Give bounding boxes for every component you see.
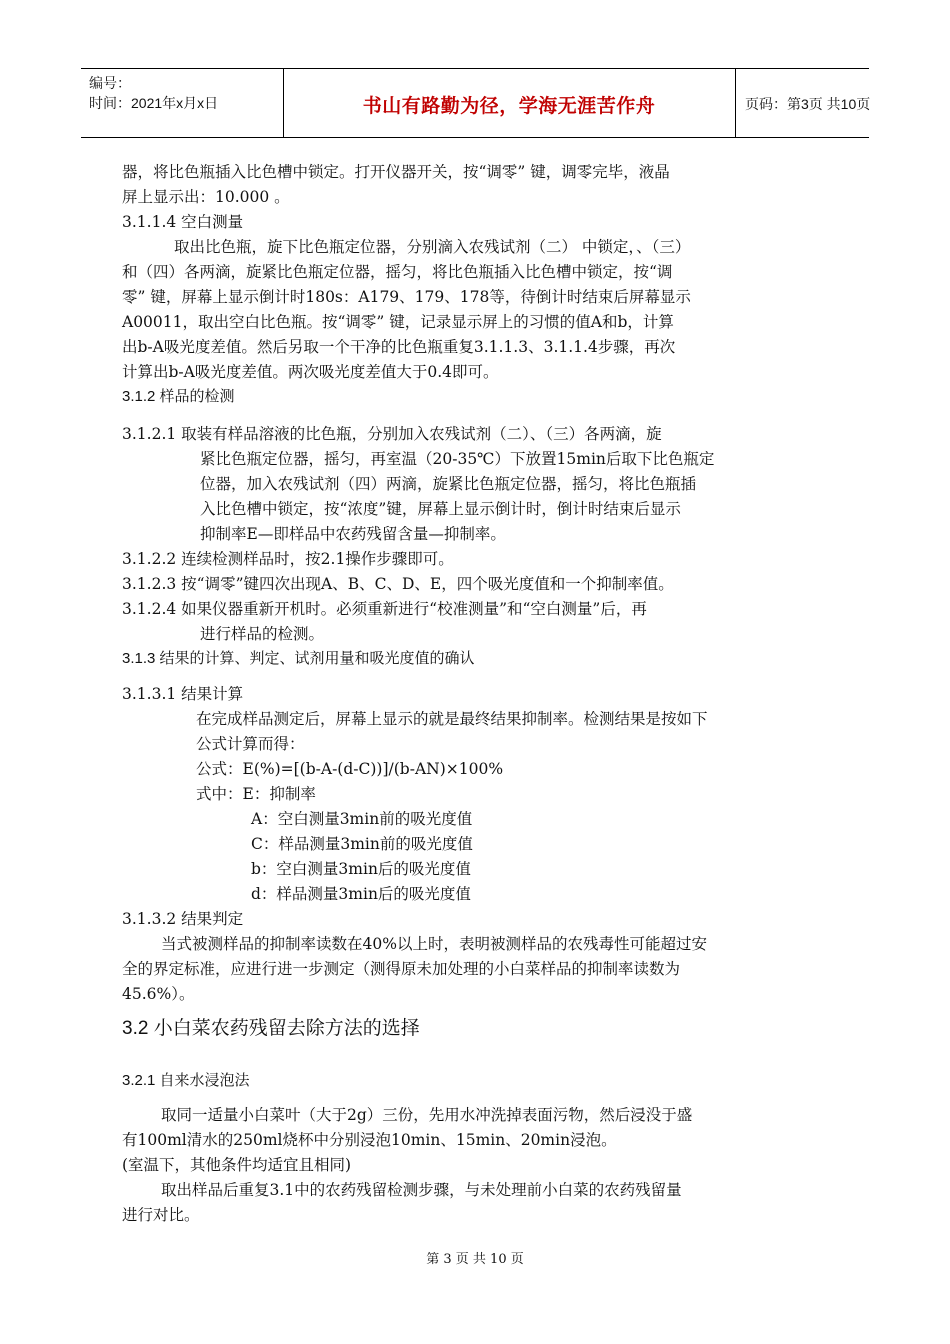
header-left-cell xyxy=(81,69,284,137)
body-line: 全的界定标准，应进行进一步测定（测得原未加处理的小白菜样品的抑制率读数为 xyxy=(122,960,681,978)
body-line: 取同一适量小白菜叶（大于2g）三份，先用水冲洗掉表面污物，然后浸没于盛 xyxy=(161,1106,693,1124)
formula-variable-line: A：空白测量3min前的吸光度值 xyxy=(251,810,473,828)
body-line: 3.1.2.1 取装有样品溶液的比色瓶，分别加入农残试剂（二）、（三）各两滴，旋 xyxy=(122,425,662,443)
header-page-cell xyxy=(735,69,869,137)
header-motto-cell xyxy=(283,69,736,137)
section-heading-3-1-2: 3.1.2 样品的检测 xyxy=(122,388,235,405)
body-line: 位器，加入农残试剂（四）两滴，旋紧比色瓶定位器，摇匀，将比色瓶插 xyxy=(200,475,697,493)
formula-line: 公式：E(%)=[(b-A-(d-C))]/(b-AN)×100% xyxy=(196,760,504,778)
formula-variable-line: 式中：E：抑制率 xyxy=(196,785,316,803)
body-line: 屏上显示出：10.000 。 xyxy=(122,188,290,206)
body-line: 紧比色瓶定位器，摇匀，再室温（20-35℃）下放置15min后取下比色瓶定 xyxy=(200,450,715,468)
body-line: 进行样品的检测。 xyxy=(200,625,325,643)
body-line: 3.1.2.4 如果仪器重新开机时。必须重新进行“校准测量”和“空白测量”后，再 xyxy=(122,600,647,618)
body-line: 进行对比。 xyxy=(122,1206,200,1224)
section-heading-3-1-3: 3.1.3 结果的计算、判定、试剂用量和吸光度值的确认 xyxy=(122,650,475,667)
document-number-label: 编号： xyxy=(89,75,131,91)
document-date-label: 时间：2021年x月x日 xyxy=(89,95,219,111)
body-line: 3.1.2.3 按“调零”键四次出现A、B、C、D、E，四个吸光度值和一个抑制率值。 xyxy=(122,575,674,593)
section-heading-3-2-1: 3.2.1 自来水浸泡法 xyxy=(122,1072,250,1089)
page-footer: 第 3 页 共 10 页 xyxy=(426,1252,524,1267)
body-line: 取出比色瓶，旋下比色瓶定位器，分别滴入农残试剂（二） 中锁定，、（三） xyxy=(174,238,691,256)
body-line: 和（四）各两滴，旋紧比色瓶定位器，摇匀，将比色瓶插入比色槽中锁定，按“调 xyxy=(122,263,673,281)
body-line: 当式被测样品的抑制率读数在40%以上时，表明被测样品的农残毒性可能超过安 xyxy=(161,935,707,953)
body-line: 取出样品后重复3.1中的农药残留检测步骤，与未处理前小白菜的农药残留量 xyxy=(161,1181,682,1199)
body-line: 公式计算而得： xyxy=(196,735,305,753)
body-line: (室温下，其他条件均适宜且相同) xyxy=(122,1156,352,1174)
header-page-number: 页码：第3页 共10页 xyxy=(745,96,871,112)
body-line: 零” 键，屏幕上显示倒计时180s：A179、179、178等，待倒计时结束后屏幕显示 xyxy=(122,288,691,306)
formula-variable-line: b：空白测量3min后的吸光度值 xyxy=(251,860,471,878)
body-line: 3.1.2.2 连续检测样品时，按2.1操作步骤即可。 xyxy=(122,550,454,568)
section-heading-3-1-3-1: 3.1.3.1 结果计算 xyxy=(122,685,244,703)
body-line: 器，将比色瓶插入比色槽中锁定。打开仪器开关，按“调零” 键，调零完毕，液晶 xyxy=(122,163,670,181)
body-line: A00011，取出空白比色瓶。按“调零” 键，记录显示屏上的习惯的值A和b，计算 xyxy=(122,313,674,331)
body-line: 在完成样品测定后，屏幕上显示的就是最终结果抑制率。检测结果是按如下 xyxy=(196,710,708,728)
formula-variable-line: C：样品测量3min前的吸光度值 xyxy=(251,835,473,853)
section-heading-3-1-3-2: 3.1.3.2 结果判定 xyxy=(122,910,244,928)
header-motto: 书山有路勤为径，学海无涯苦作舟 xyxy=(362,96,656,117)
body-line: 入比色槽中锁定，按“浓度”键，屏幕上显示倒计时，倒计时结束后显示 xyxy=(200,500,681,518)
body-line: 计算出b-A吸光度差值。两次吸光度差值大于0.4即可。 xyxy=(122,363,499,381)
body-line: 45.6%）。 xyxy=(122,985,195,1003)
page-header xyxy=(81,68,869,138)
section-heading-3-2: 3.2 小白菜农药残留去除方法的选择 xyxy=(122,1018,420,1039)
section-heading-3-1-1-4: 3.1.1.4 空白测量 xyxy=(122,213,244,231)
formula-variable-line: d：样品测量3min后的吸光度值 xyxy=(251,885,471,903)
body-line: 抑制率E—即样品中农药残留含量—抑制率。 xyxy=(200,525,506,543)
body-line: 有100ml清水的250ml烧杯中分别浸泡10min、15min、20min浸泡。 xyxy=(122,1131,617,1149)
body-line: 出b-A吸光度差值。然后另取一个干净的比色瓶重复3.1.1.3、3.1.1.4步骤，再次 xyxy=(122,338,676,356)
